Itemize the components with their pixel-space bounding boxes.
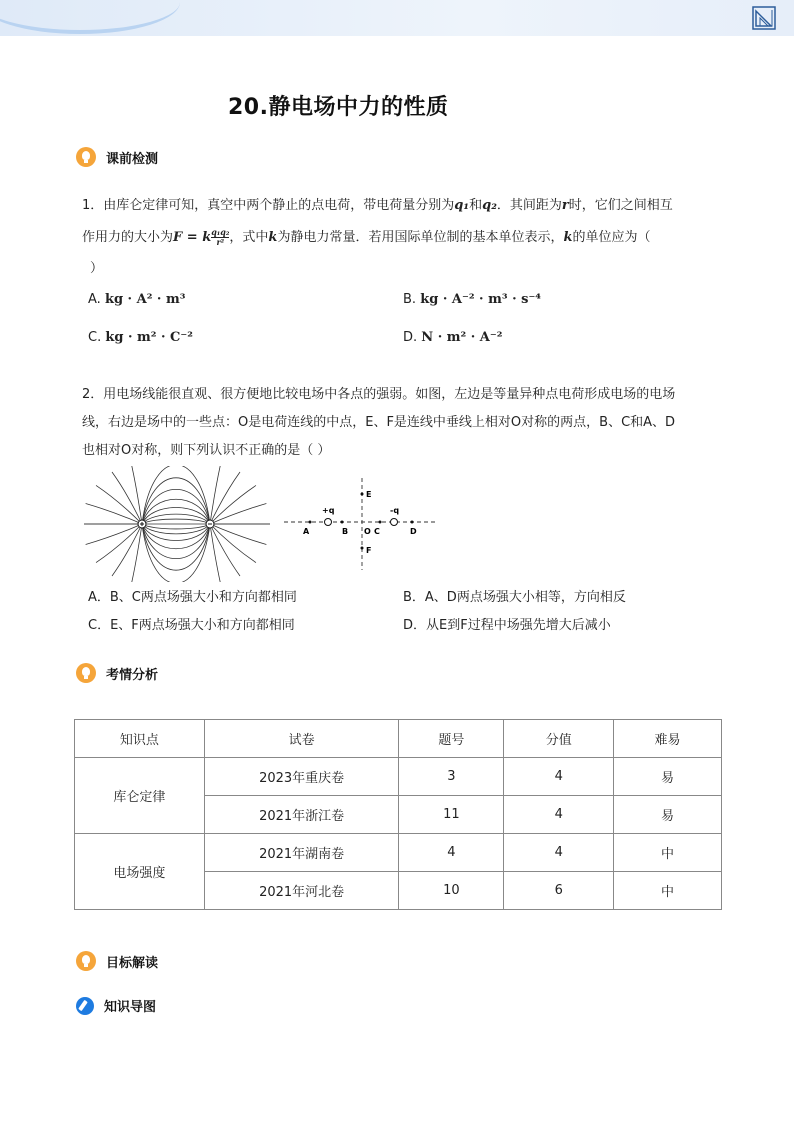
q1-symbol-r: r	[561, 198, 569, 213]
q1-number: 1．	[82, 198, 104, 213]
field-lines-figure	[84, 466, 270, 582]
section-exam-analysis	[76, 663, 158, 683]
lightbulb-icon	[76, 663, 96, 683]
table-cell: 11	[399, 796, 504, 834]
q2-line3: 也相对O对称，则下列认识不正确的是（ ）	[82, 443, 331, 458]
option-label: D.	[403, 330, 418, 345]
q1-symbol-k2: k	[563, 230, 573, 245]
points-diagram	[284, 476, 440, 572]
pen-icon	[76, 997, 94, 1015]
field-line	[142, 524, 210, 582]
q1-line2-b: ，式中	[229, 230, 269, 245]
q2-option-a[interactable]: A．B、C两点场强大小和方向都相同	[88, 590, 297, 605]
q1-formula-lhs: F = k	[173, 230, 212, 245]
table-cell: 4	[504, 834, 614, 872]
option-text: N · m² · A⁻²	[421, 330, 503, 345]
field-line	[210, 472, 240, 524]
table-cell: 3	[399, 758, 504, 796]
ruler-triangle-logo-icon	[752, 6, 776, 30]
q1-line3: ）	[90, 261, 104, 276]
table-cell: 中	[614, 834, 722, 872]
q2-option-c[interactable]: C．E、F两点场强大小和方向都相同	[88, 618, 295, 633]
q1-symbol-q2: q₂	[482, 198, 497, 213]
q1-option-c[interactable]	[88, 330, 193, 345]
field-line	[112, 524, 142, 576]
q1-line1	[82, 192, 673, 220]
q2-line1	[82, 381, 732, 409]
table-cell: 易	[614, 758, 722, 796]
label-C: C	[374, 527, 380, 536]
lightbulb-icon	[76, 147, 96, 167]
label-E: E	[366, 490, 372, 499]
header-swoosh	[0, 0, 180, 34]
option-text: kg · A⁻² · m³ · s⁻⁴	[420, 292, 541, 307]
section-knowledge-map	[76, 996, 156, 1015]
q1-and: 和	[469, 198, 483, 213]
q2-text: 用电场线能很直观、很方便地比较电场中各点的强弱。如图，左边是等量异种点电荷形成电场的电场	[103, 387, 676, 402]
q1-line2	[82, 224, 650, 252]
label-minus-q: -q	[390, 506, 400, 515]
table-cell: 易	[614, 796, 722, 834]
table-row	[75, 758, 722, 796]
table-cell: 4	[504, 758, 614, 796]
table-cell: 2021年浙江卷	[204, 796, 399, 834]
table-cell: 2021年河北卷	[204, 872, 399, 910]
q1-option-d[interactable]	[403, 330, 502, 345]
q1-option-b[interactable]	[403, 292, 541, 307]
page-title: 20.静电场中力的性质	[228, 95, 449, 120]
label-O: O	[364, 527, 371, 536]
field-line	[142, 466, 210, 524]
q1-line2-c: 为静电力常量．若用国际单位制的基本单位表示，	[277, 230, 564, 245]
table-row	[75, 834, 722, 872]
section-goal-reading	[76, 951, 158, 971]
table-cell: 6	[504, 872, 614, 910]
q2-option-d[interactable]: D．从E到F过程中场强先增大后减小	[403, 618, 611, 633]
header-band	[0, 0, 794, 36]
field-line	[210, 485, 256, 524]
field-line	[142, 519, 210, 524]
q1-formula-num: q₁q₂	[211, 227, 230, 237]
field-line	[142, 524, 210, 529]
lightbulb-icon	[76, 951, 96, 971]
topic-cell: 电场强度	[75, 834, 205, 910]
q1-formula-den: r²	[216, 237, 225, 247]
field-line	[142, 524, 210, 541]
label-B: B	[342, 527, 349, 536]
q1-symbol-k: k	[268, 230, 278, 245]
table-cell: 中	[614, 872, 722, 910]
table-header: 分值	[504, 720, 614, 758]
q1-text-c: 时，它们之间相互	[568, 198, 673, 213]
section-label: 目标解读	[106, 955, 159, 971]
option-label: B.	[403, 292, 417, 307]
label-A: A	[303, 527, 310, 536]
section-label: 知识导图	[104, 1000, 157, 1015]
label-D: D	[410, 527, 417, 536]
table-header: 难易	[614, 720, 722, 758]
table-cell: 4	[504, 796, 614, 834]
q1-formula-fraction	[211, 228, 229, 247]
field-line	[210, 524, 256, 563]
q1-text-b: ．其间距为	[496, 198, 562, 213]
table-header-row	[75, 720, 722, 758]
option-label: A.	[88, 292, 101, 307]
topic-cell: 库仑定律	[75, 758, 205, 834]
q1-line2-a: 作用力的大小为	[82, 230, 174, 245]
field-line	[96, 524, 142, 563]
table-header: 知识点	[75, 720, 205, 758]
q1-line2-d: 的单位应为（	[572, 230, 651, 245]
q1-symbol-q1: q₁	[454, 198, 470, 213]
q2-option-b[interactable]: B．A、D两点场强大小相等，方向相反	[403, 590, 626, 605]
option-label: C.	[88, 330, 102, 345]
q2-number: 2．	[82, 387, 104, 402]
exam-analysis-table	[74, 719, 722, 910]
table-cell: 2021年湖南卷	[204, 834, 399, 872]
label-F: F	[366, 546, 372, 555]
section-label: 课前检测	[106, 151, 159, 167]
section-pre-check	[76, 147, 158, 167]
option-text: kg · m² · C⁻²	[105, 330, 193, 345]
q1-option-a[interactable]	[88, 292, 185, 307]
q1-text-a: 由库仑定律可知，真空中两个静止的点电荷，带电荷量分别为	[103, 198, 455, 213]
field-line	[96, 485, 142, 524]
table-header: 题号	[399, 720, 504, 758]
label-plus-q: +q	[322, 506, 335, 515]
table-cell: 4	[399, 834, 504, 872]
option-text: kg · A² · m³	[104, 292, 186, 307]
table-cell: 10	[399, 872, 504, 910]
field-line	[112, 472, 142, 524]
q2-line2: 线，右边是场中的一些点：O是电荷连线的中点，E、F是连线中垂线上相对O对称的两点，B、C和A、D	[82, 415, 676, 430]
section-label: 考情分析	[106, 667, 159, 683]
table-cell: 2023年重庆卷	[204, 758, 399, 796]
field-line	[210, 524, 240, 576]
table-header: 试卷	[204, 720, 399, 758]
field-line	[142, 508, 210, 525]
